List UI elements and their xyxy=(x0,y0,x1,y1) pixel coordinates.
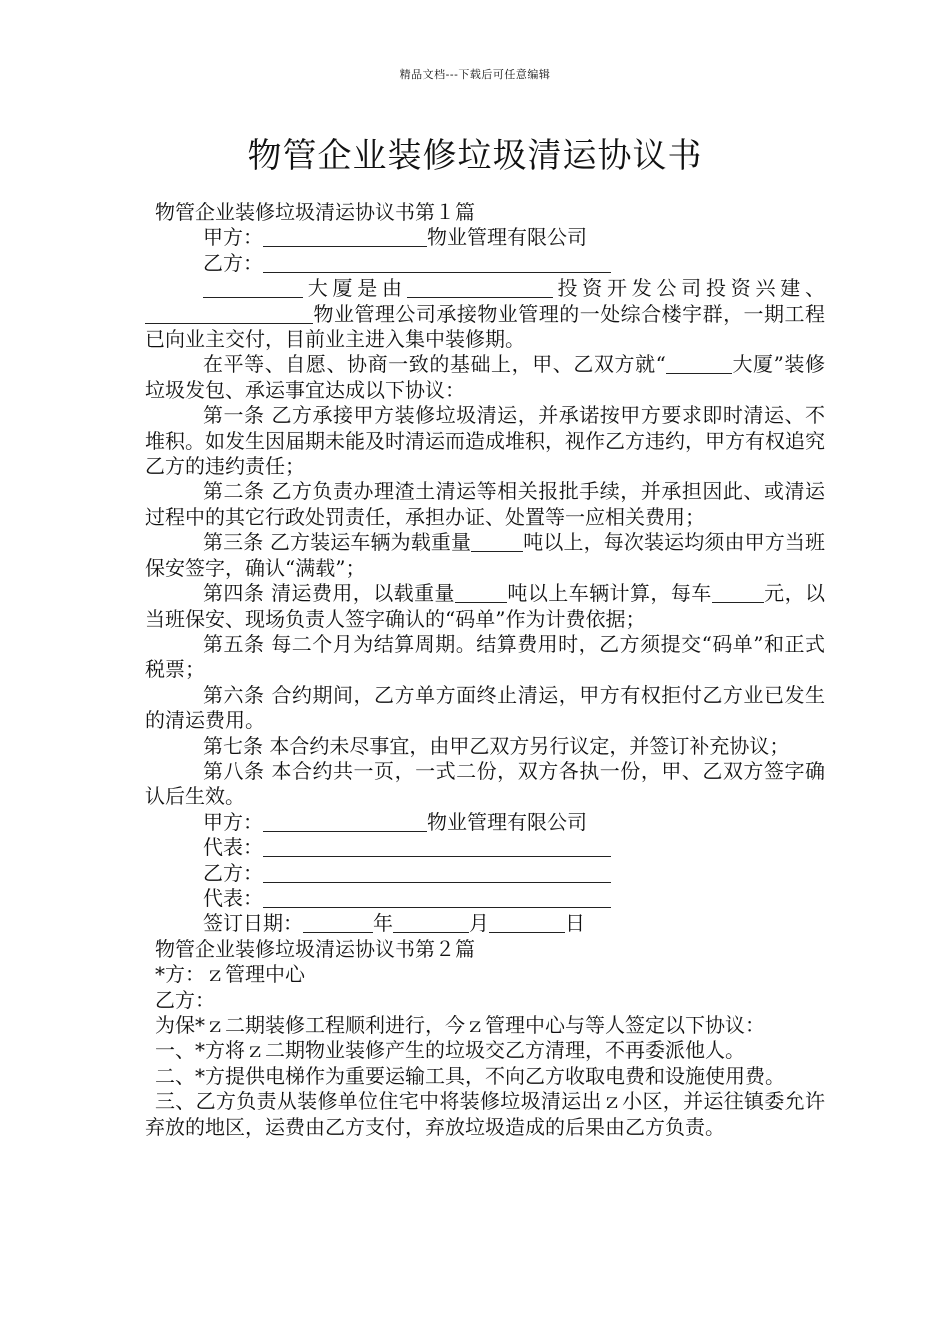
blank-field xyxy=(263,254,611,273)
article-6: 第六条 合约期间，乙方单方面终止清运，甲方有权拒付乙方业已发生的清运费用。 xyxy=(145,682,825,733)
article-8: 第八条 本合约共一页，一式二份，双方各执一份，甲、乙双方签字确认后生效。 xyxy=(145,758,825,809)
blank-field xyxy=(263,889,611,908)
header-note: 精品文档---下载后可任意编辑 xyxy=(399,68,551,81)
document-body xyxy=(145,200,825,1140)
blank-field xyxy=(666,355,732,374)
blank-field xyxy=(145,305,313,324)
part1-heading: 物管企业装修垃圾清运协议书第１篇 xyxy=(155,200,475,224)
blank-field xyxy=(489,914,565,933)
article-1: 第一条 乙方承接甲方装修垃圾清运，并承诺按甲方要求即时清运、不堆积。如发生因届期未能及时清运而造成堆积，视作乙方违约，甲方有权追究乙方的违约责任； xyxy=(145,403,825,479)
document-title: 物管企业装修垃圾清运协议书 xyxy=(247,136,703,176)
party-b-line: 乙方： xyxy=(145,251,825,276)
part2-party-a: *方：ｚ管理中心 xyxy=(155,962,305,987)
part2-item-1: 一、*方将ｚ二期物业装修产生的垃圾交乙方清理，不再委派他人。 xyxy=(155,1038,745,1063)
blank-field xyxy=(203,279,303,298)
sign-party-b: 乙方： xyxy=(145,861,825,886)
part2-item-3: 三、乙方负责从装修单位住宅中将装修垃圾清运出ｚ小区，并运往镇委允许弃放的地区，运费由乙方支付，弃放垃圾造成的后果由乙方负责。 xyxy=(145,1089,825,1139)
part2-item-2: 二、*方提供电梯作为重要运输工具，不向乙方收取电费和设施使用费。 xyxy=(155,1063,785,1088)
sign-party-a: 甲方： 物业管理有限公司 xyxy=(203,809,587,834)
blank-field xyxy=(455,584,507,603)
article-2: 第二条 乙方负责办理渣土清运等相关报批手续，并承担因此、或清运过程中的其它行政处罚责任，承担办证、处置等一应相关费用； xyxy=(145,479,825,529)
part2-intro: 为保*ｚ二期装修工程顺利进行，今ｚ管理中心与等人签定以下协议： xyxy=(155,1013,765,1037)
blank-field xyxy=(393,914,469,933)
sign-date: 签订日期： 年 月 日 xyxy=(203,911,585,936)
intro-paragraph: 大厦是由 投资开发公司投资兴建、物业管理公司承接物业管理的一处综合楼宇群，一期工程已向业主交付，目前业主进入集中装修期。 xyxy=(145,276,825,352)
blank-field xyxy=(712,584,764,603)
blank-field xyxy=(263,813,427,832)
blank-field xyxy=(407,279,553,298)
blank-field xyxy=(303,914,373,933)
part2-party-b: 乙方： xyxy=(155,987,215,1012)
consensus-paragraph: 在平等、自愿、协商一致的基础上，甲、乙双方就“ 大厦”装修垃圾发包、承运事宜达成以下协议： xyxy=(145,352,825,402)
blank-field xyxy=(263,228,427,247)
sign-representative-b: 代表： xyxy=(145,886,825,911)
party-a-line: 甲方： 物业管理有限公司 xyxy=(203,225,587,250)
article-7: 第七条 本合约未尽事宜，由甲乙双方另行议定，并签订补充协议； xyxy=(203,733,790,758)
blank-field xyxy=(263,864,611,883)
part2-heading: 物管企业装修垃圾清运协议书第２篇 xyxy=(155,936,475,961)
blank-field xyxy=(471,533,523,552)
article-5: 第五条 每二个月为结算周期。结算费用时，乙方须提交“码单”和正式税票； xyxy=(145,631,825,682)
blank-field xyxy=(263,838,611,857)
article-3: 第三条 乙方装运车辆为载重量 吨以上，每次装运均须由甲方当班保安签字，确认“满载”； xyxy=(145,530,826,580)
article-4: 第四条 清运费用，以载重量 吨以上车辆计算，每车 元，以当班保安、现场负责人签字确认的“码单”作为计费依据； xyxy=(145,581,826,631)
sign-representative-a: 代表： xyxy=(145,835,825,860)
